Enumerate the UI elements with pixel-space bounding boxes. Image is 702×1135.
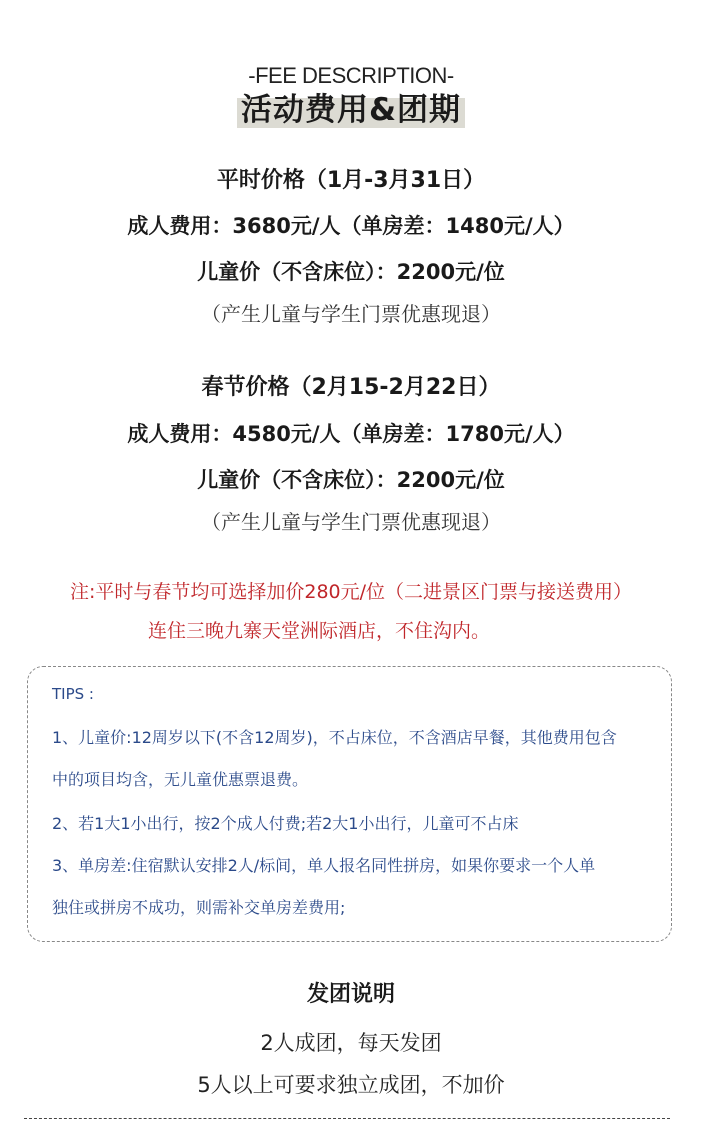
departure-title: 发团说明: [306, 982, 395, 1007]
regular-adult-price: 成人费用：3680元/人（单房差：1480元/人）: [127, 214, 575, 238]
regular-child-price: 儿童价（不含床位）：2200元/位: [197, 260, 505, 284]
header-cn-title: 活动费用&团期: [240, 92, 462, 128]
tips-item-2: 2、若1大1小出行，按2个成人付费;若2大1小出行，儿童可不占床: [52, 814, 519, 833]
tips-item-1-line-2: 中的项目均含，无儿童优惠票退费。: [52, 770, 309, 789]
departure-line-1: 2人成团，每天发团: [260, 1031, 442, 1055]
festival-child-price: 儿童价（不含床位）：2200元/位: [197, 468, 505, 492]
header-en-title: -FEE DESCRIPTION-: [248, 63, 454, 88]
tips-box: [27, 666, 672, 942]
header-cn-wrap: [241, 90, 461, 130]
tips-item-1-line-1: 1、儿童价:12周岁以下(不含12周岁)，不占床位，不含酒店早餐，其他费用包含: [52, 728, 617, 747]
section-header: [0, 62, 702, 130]
departure-line-2: 5人以上可要求独立成团，不加价: [197, 1073, 505, 1097]
festival-price-note: （产生儿童与学生门票优惠现退）: [201, 510, 501, 534]
festival-price-title: 春节价格（2月15-2月22日）: [201, 375, 501, 400]
bottom-divider: [24, 1118, 670, 1119]
tips-title: TIPS :: [52, 685, 94, 703]
regular-price-title: 平时价格（1月-3月31日）: [216, 168, 486, 193]
tips-item-3-line-1: 3、单房差:住宿默认安排2人/标间，单人报名同性拼房，如果你要求一个人单: [52, 856, 596, 875]
festival-adult-price: 成人费用：4580元/人（单房差：1780元/人）: [127, 422, 575, 446]
remark-line-1: 注:平时与春节均可选择加价280元/位（二进景区门票与接送费用）: [69, 581, 633, 603]
tips-item-3-line-2: 独住或拼房不成功，则需补交单房差费用;: [52, 898, 346, 917]
regular-price-note: （产生儿童与学生门票优惠现退）: [201, 302, 501, 326]
remark-line-2: 连住三晚九寨天堂洲际酒店，不住沟内。: [147, 620, 490, 642]
